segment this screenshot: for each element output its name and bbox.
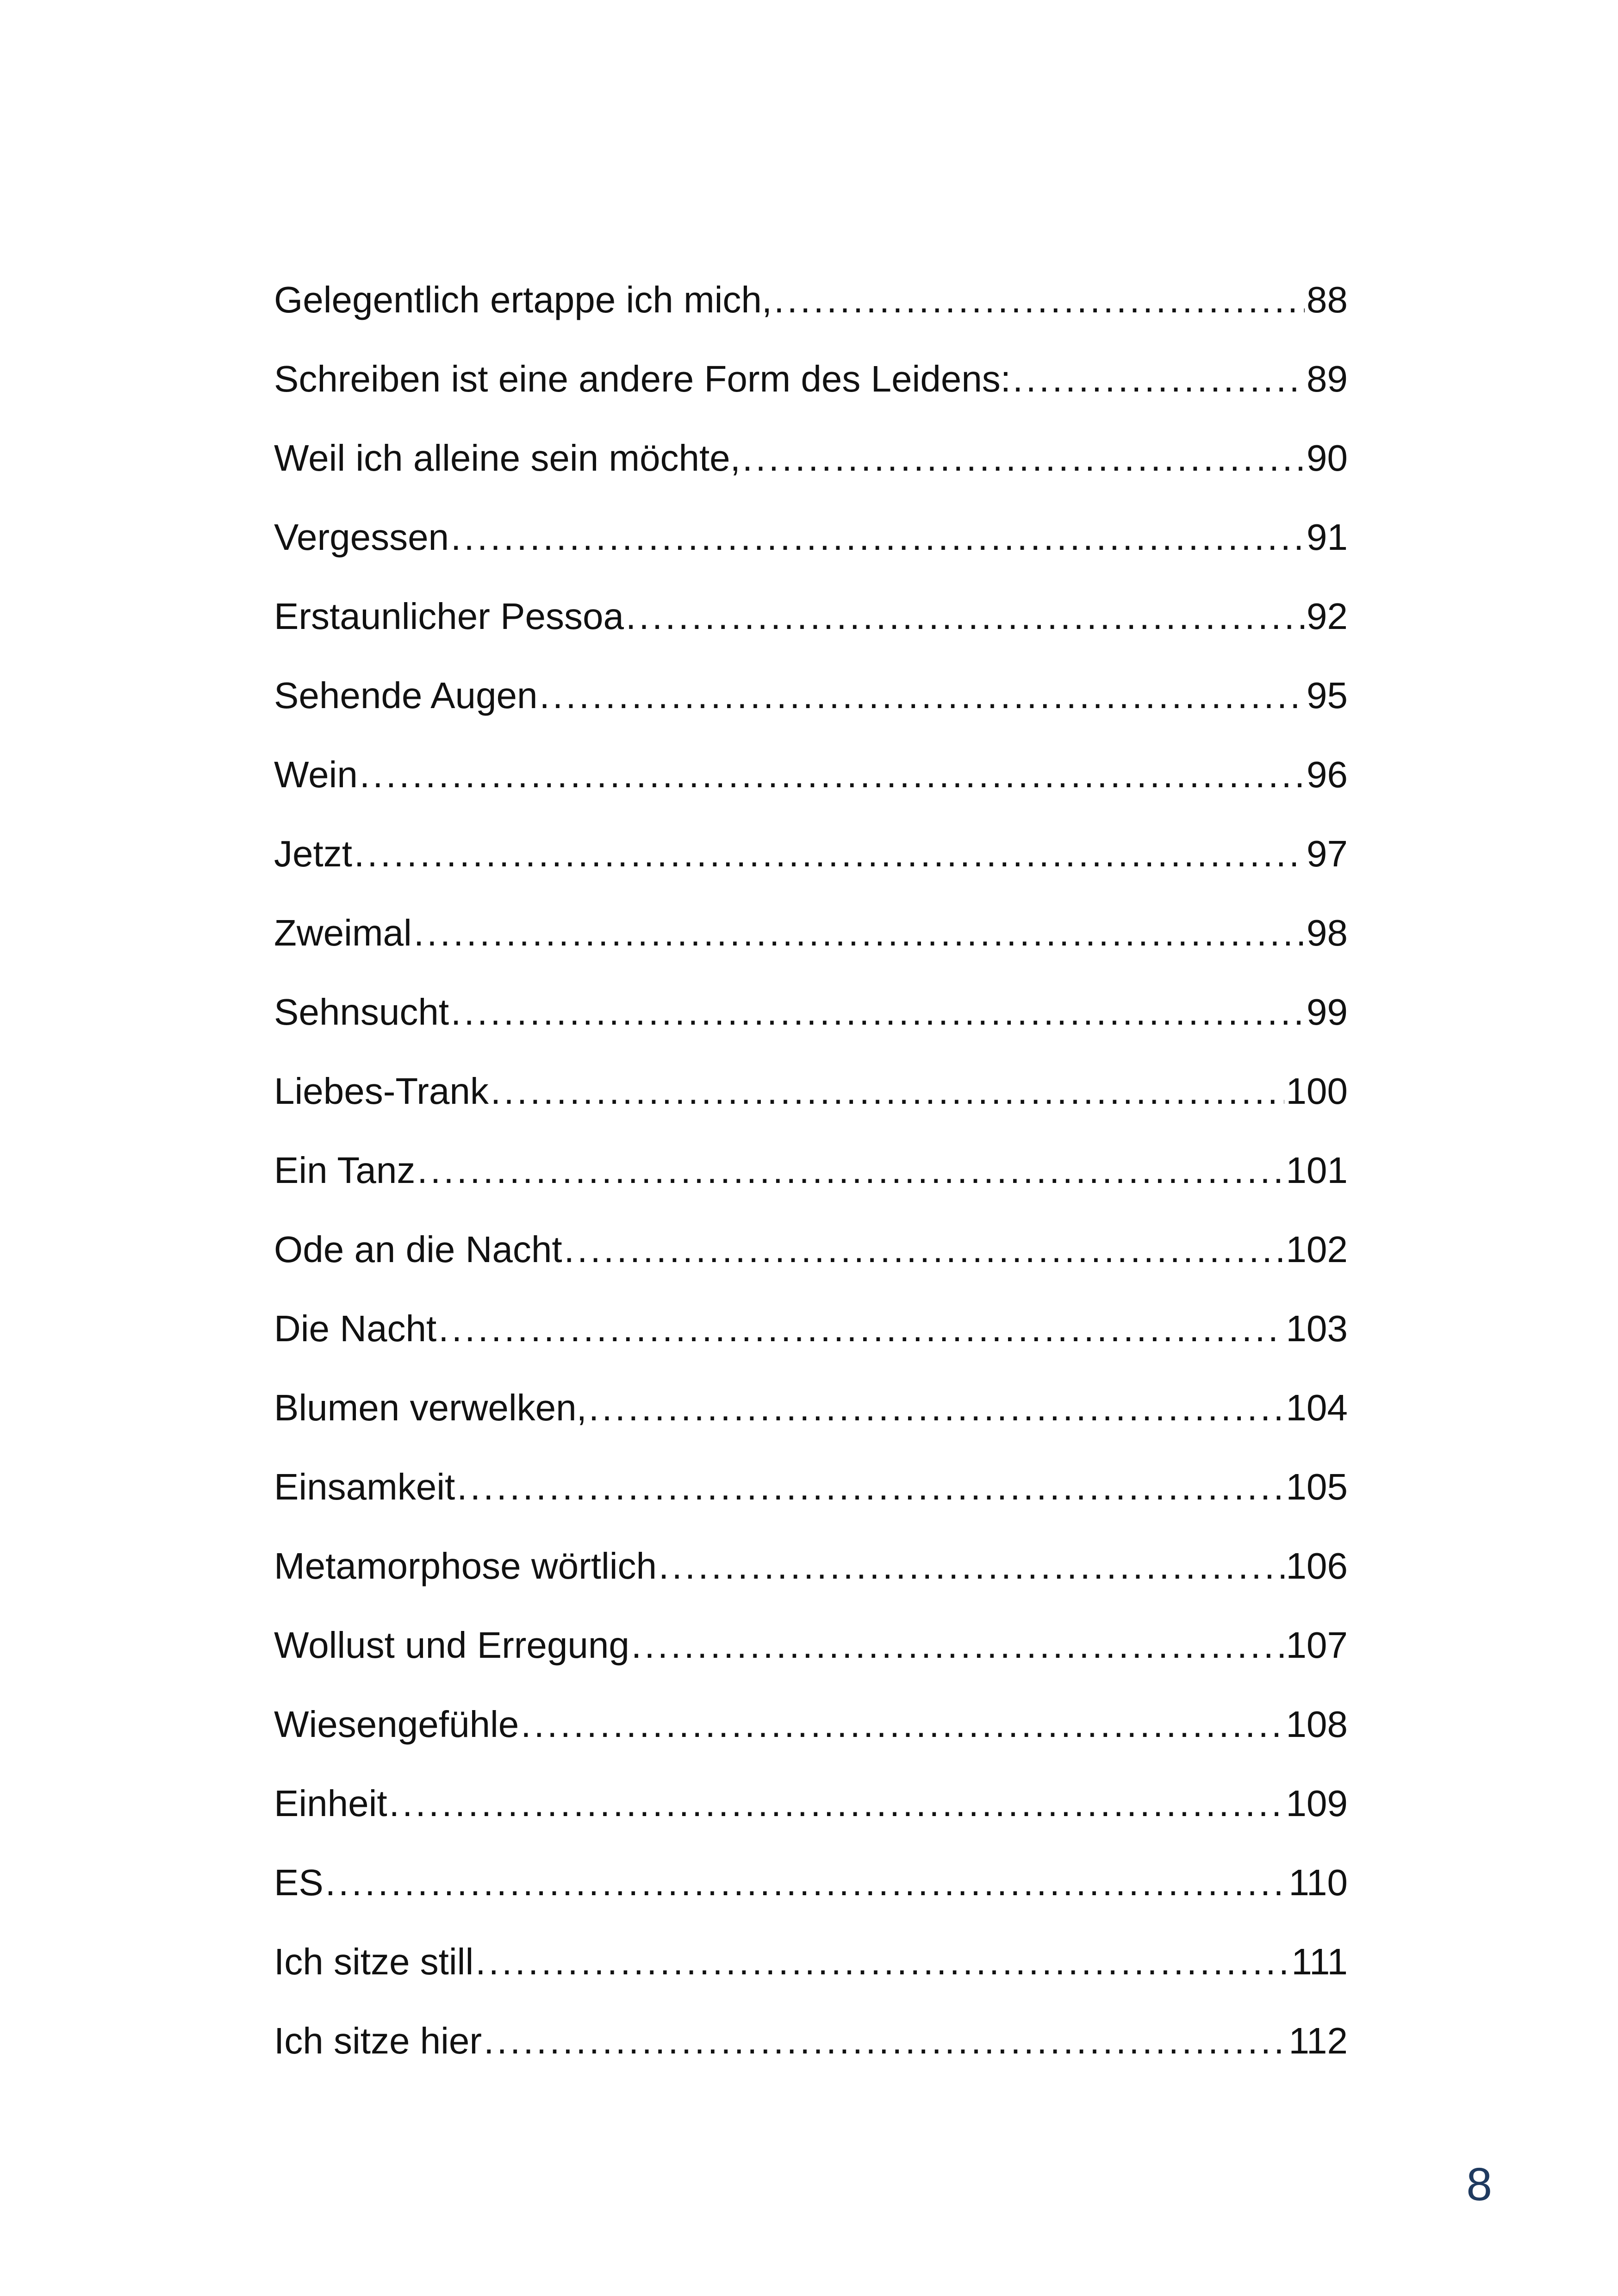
toc-dot-leader bbox=[626, 593, 1305, 640]
toc-entry bbox=[274, 277, 1348, 356]
toc-entry bbox=[274, 910, 1348, 989]
toc-entry-title: Blumen verwelken, bbox=[274, 1387, 587, 1428]
toc-entry-title: Die Nacht bbox=[274, 1308, 437, 1349]
toc-entry-title: Einheit bbox=[274, 1783, 387, 1824]
toc-entry-page: 90 bbox=[1307, 437, 1348, 479]
toc-entry-page: 103 bbox=[1286, 1308, 1348, 1349]
toc-entry-title: Vergessen bbox=[274, 516, 449, 558]
toc-entry-title: Ein Tanz bbox=[274, 1150, 416, 1191]
page-number: 8 bbox=[1466, 2159, 1492, 2210]
toc-entry-page: 109 bbox=[1286, 1783, 1348, 1824]
toc-dot-leader bbox=[451, 989, 1305, 1035]
toc-entry bbox=[274, 752, 1348, 831]
toc-entry bbox=[274, 831, 1348, 910]
toc-dot-leader bbox=[491, 1068, 1284, 1114]
toc-entry-page: 98 bbox=[1307, 912, 1348, 953]
toc-entry bbox=[274, 593, 1348, 672]
toc-dot-leader bbox=[521, 1701, 1284, 1748]
toc-entry-page: 111 bbox=[1291, 1941, 1348, 1982]
toc-dot-leader bbox=[475, 1939, 1289, 1985]
toc-dot-leader bbox=[742, 435, 1305, 481]
toc-entry-page: 97 bbox=[1307, 833, 1348, 874]
toc-dot-leader bbox=[1013, 356, 1305, 402]
toc-entry-page: 107 bbox=[1286, 1624, 1348, 1666]
toc-entry-page: 101 bbox=[1286, 1150, 1348, 1191]
toc-entry-title: Sehnsucht bbox=[274, 991, 449, 1033]
toc-entry-title: Schreiben ist eine andere Form des Leidens: bbox=[274, 358, 1011, 399]
toc-dot-leader bbox=[564, 1226, 1284, 1273]
toc-dot-leader bbox=[774, 277, 1305, 323]
toc-dot-leader bbox=[325, 1860, 1287, 1906]
toc-entry-title: Wollust und Erregung bbox=[274, 1624, 629, 1666]
toc-entry-title: Zweimal bbox=[274, 912, 412, 953]
toc-dot-leader bbox=[451, 514, 1305, 560]
toc-dot-leader bbox=[484, 2018, 1287, 2064]
toc-entry bbox=[274, 514, 1348, 593]
toc-entry-page: 95 bbox=[1307, 675, 1348, 716]
table-of-contents bbox=[274, 277, 1348, 2097]
toc-dot-leader bbox=[659, 1543, 1284, 1589]
toc-entry bbox=[274, 1622, 1348, 1701]
toc-entry-page: 105 bbox=[1286, 1466, 1348, 1507]
toc-entry bbox=[274, 1860, 1348, 1939]
toc-entry bbox=[274, 356, 1348, 435]
toc-dot-leader bbox=[354, 831, 1305, 877]
toc-entry-page: 92 bbox=[1307, 596, 1348, 637]
toc-entry-title: Weil ich alleine sein möchte, bbox=[274, 437, 741, 479]
toc-dot-leader bbox=[360, 752, 1305, 798]
toc-entry bbox=[274, 1226, 1348, 1306]
toc-entry-page: 89 bbox=[1307, 358, 1348, 399]
toc-entry-title: Sehende Augen bbox=[274, 675, 538, 716]
toc-entry-page: 112 bbox=[1288, 2020, 1348, 2061]
toc-dot-leader bbox=[414, 910, 1305, 956]
toc-entry-title: Jetzt bbox=[274, 833, 352, 874]
toc-entry bbox=[274, 1306, 1348, 1385]
toc-entry bbox=[274, 1939, 1348, 2018]
toc-dot-leader bbox=[589, 1385, 1284, 1431]
toc-entry bbox=[274, 989, 1348, 1068]
toc-entry-title: Ode an die Nacht bbox=[274, 1229, 562, 1270]
toc-entry-page: 91 bbox=[1307, 516, 1348, 558]
toc-entry-page: 104 bbox=[1286, 1387, 1348, 1428]
toc-dot-leader bbox=[389, 1780, 1284, 1827]
toc-entry-page: 100 bbox=[1286, 1070, 1348, 1112]
toc-entry-title: Gelegentlich ertappe ich mich, bbox=[274, 279, 772, 320]
toc-entry-title: Ich sitze hier bbox=[274, 2020, 482, 2061]
toc-entry-title: Wiesengefühle bbox=[274, 1704, 519, 1745]
toc-dot-leader bbox=[438, 1306, 1284, 1352]
toc-entry bbox=[274, 1701, 1348, 1780]
toc-entry-title: Ich sitze still bbox=[274, 1941, 474, 1982]
toc-entry-page: 102 bbox=[1286, 1229, 1348, 1270]
toc-entry bbox=[274, 2018, 1348, 2097]
toc-entry-title: ES bbox=[274, 1862, 324, 1903]
toc-entry bbox=[274, 1464, 1348, 1543]
toc-dot-leader bbox=[631, 1622, 1284, 1668]
toc-entry-title: Metamorphose wörtlich bbox=[274, 1545, 657, 1587]
toc-entry bbox=[274, 435, 1348, 514]
toc-dot-leader bbox=[457, 1464, 1284, 1510]
toc-entry-page: 106 bbox=[1286, 1545, 1348, 1587]
toc-entry-title: Liebes-Trank bbox=[274, 1070, 489, 1112]
toc-entry bbox=[274, 1543, 1348, 1622]
toc-entry-page: 96 bbox=[1307, 754, 1348, 795]
toc-entry-page: 99 bbox=[1307, 991, 1348, 1033]
toc-entry bbox=[274, 1780, 1348, 1860]
toc-entry-title: Wein bbox=[274, 754, 358, 795]
toc-entry-page: 88 bbox=[1307, 279, 1348, 320]
toc-dot-leader bbox=[539, 672, 1305, 719]
toc-entry-page: 110 bbox=[1288, 1862, 1348, 1903]
toc-entry-title: Erstaunlicher Pessoa bbox=[274, 596, 624, 637]
toc-entry bbox=[274, 1068, 1348, 1147]
toc-entry bbox=[274, 1385, 1348, 1464]
toc-dot-leader bbox=[417, 1147, 1284, 1194]
toc-entry bbox=[274, 1147, 1348, 1226]
toc-entry-title: Einsamkeit bbox=[274, 1466, 455, 1507]
toc-entry bbox=[274, 672, 1348, 752]
toc-entry-page: 108 bbox=[1286, 1704, 1348, 1745]
